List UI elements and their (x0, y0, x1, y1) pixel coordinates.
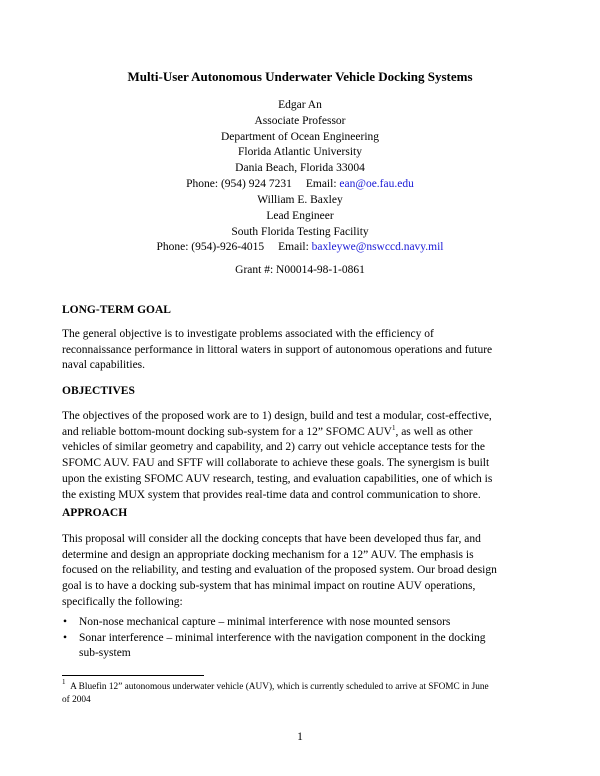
author1-email-link[interactable]: ean@oe.fau.edu (339, 177, 414, 190)
list-item (62, 631, 540, 662)
paragraph-line: specifically the following: (62, 595, 183, 608)
author2-contact (0, 240, 600, 256)
list-item (62, 615, 540, 631)
goal-heading: LONG-TERM GOAL (62, 304, 171, 316)
footnote-text: A Bluefin 12” autonomous underwater vehicle (AUV), which is currently scheduled to arrive at SFOMC in June (70, 682, 489, 692)
list-item-text: Non-nose mechanical capture – minimal interference with nose mounted sensors (79, 616, 451, 628)
footnote (62, 678, 540, 707)
author1-institution: Florida Atlantic University (238, 146, 362, 159)
list-item-text: Sonar interference – minimal interference with the navigation component in the docking (79, 631, 486, 644)
paragraph-line: reconnaissance performance in littoral waters in support of autonomous operations and future (62, 343, 493, 356)
author2-email-label: Email: (278, 241, 309, 254)
footnote-marker: 1 (62, 678, 66, 686)
author1-position: Associate Professor (254, 114, 346, 127)
approach-heading: APPROACH (62, 507, 128, 519)
paragraph-line: The objectives of the proposed work are to 1) design, build and test a modular, cost-effective, (62, 410, 492, 422)
paragraph-line: The general objective is to investigate problems associated with the efficiency of (62, 328, 434, 340)
approach-paragraph (62, 532, 540, 611)
paragraph-line: the existing MUX system that provides real-time data and control communication to shore. (62, 488, 481, 501)
paragraph-line: This proposal will consider all the docking concepts that have been developed thus far, and (62, 533, 481, 545)
paragraph-line: SFOMC AUV. FAU and SFTF will collaborate to achieve these goals. The synergism is built (62, 457, 490, 470)
bullet-icon: • (63, 616, 68, 628)
bullet-icon: • (63, 631, 68, 644)
footnote-line (62, 678, 540, 694)
author1-department: Department of Ocean Engineering (220, 130, 380, 143)
objectives-paragraph (62, 409, 540, 503)
author1-block (0, 98, 600, 193)
paragraph-line: upon the existing SFOMC AUV research, testing, and evaluation capabilities, one of which is (62, 472, 493, 485)
author2-institution: South Florida Testing Facility (231, 225, 369, 238)
paper-title: Multi-User Autonomous Underwater Vehicle Docking Systems (127, 69, 473, 84)
paragraph-line: determine and design an appropriate docking mechanism for a 12” AUV. The emphasis is (62, 548, 474, 561)
footnote-reference[interactable]: 1 (391, 423, 396, 432)
paragraph-line: goal is to have a docking sub-system that has minimal impact on routine AUV operations, (62, 580, 476, 593)
objectives-line2-end: , as well as other (395, 425, 473, 438)
author2-phone: Phone: (954)-926-4015 (156, 241, 265, 254)
author1-contact (0, 177, 600, 193)
goal-paragraph (62, 327, 540, 374)
paragraph-line (62, 425, 540, 441)
objectives-line2-start: and reliable bottom-mount docking sub-system for a 12” SFOMC AUV (62, 425, 392, 438)
author2-block (0, 193, 600, 256)
page-number: 1 (297, 731, 303, 743)
author1-email-label: Email: (305, 177, 337, 190)
author2-name: William E. Baxley (257, 194, 343, 206)
grant-number: Grant #: N00014-98-1-0861 (235, 264, 365, 276)
author1-phone: Phone: (954) 924 7231 (186, 177, 292, 190)
list-item-text: sub-system (79, 647, 131, 660)
paragraph-line: focused on the reliability, and testing and evaluation of the proposed system. Our broad design (62, 564, 497, 577)
approach-bullet-list (62, 615, 540, 662)
paragraph-line: vehicles of similar geometry and capability, and 2) carry out vehicle acceptance tests for the (62, 441, 485, 454)
footnote-line: of 2004 (62, 695, 91, 705)
objectives-heading: OBJECTIVES (62, 385, 135, 397)
footnote-divider (62, 675, 204, 676)
author2-position: Lead Engineer (266, 209, 334, 222)
author1-address: Dania Beach, Florida 33004 (235, 162, 365, 175)
author1-name: Edgar An (278, 99, 322, 111)
paragraph-line: naval capabilities. (62, 359, 146, 372)
author2-email-link[interactable]: baxleywe@nswccd.navy.mil (311, 241, 444, 254)
